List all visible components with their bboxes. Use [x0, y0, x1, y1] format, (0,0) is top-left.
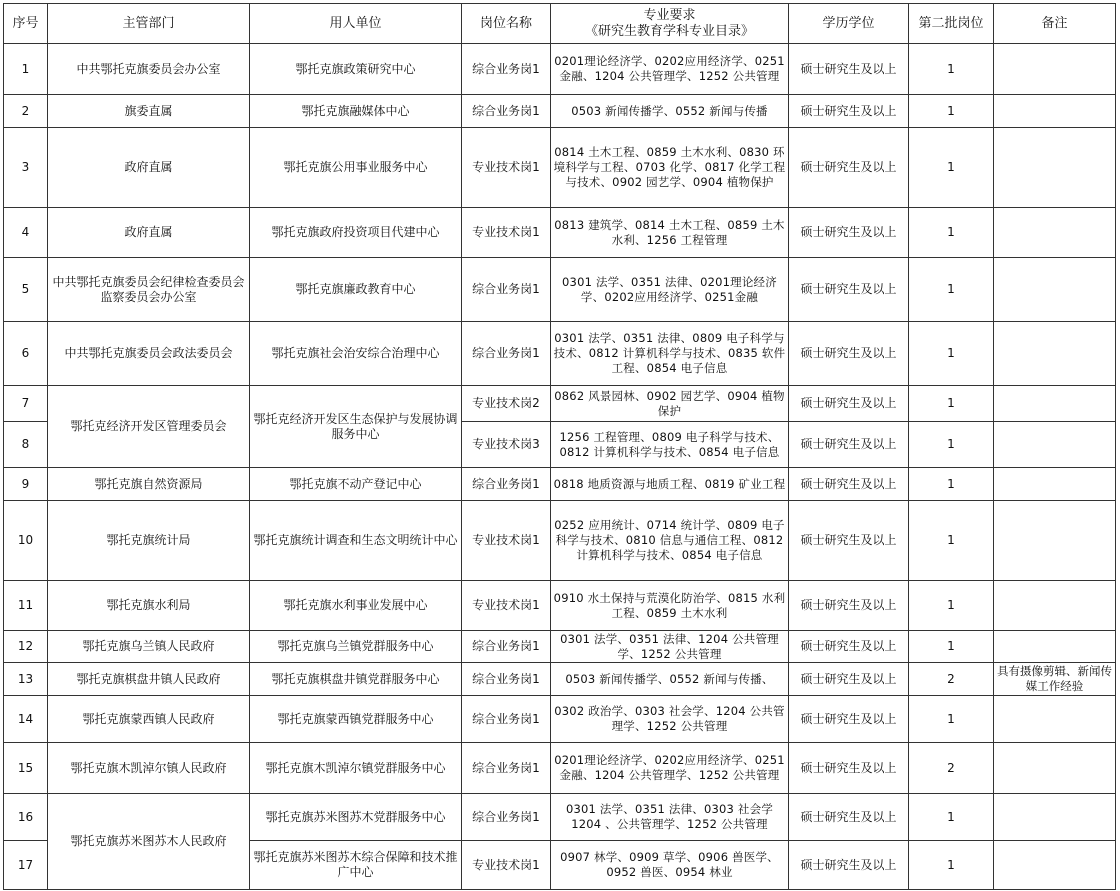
cell-degree: 硕士研究生及以上 — [789, 581, 909, 631]
cell-no: 10 — [4, 501, 48, 581]
cell-second: 1 — [909, 322, 994, 386]
cell-spec: 0862 风景园林、0902 园艺学、0904 植物保护 — [551, 386, 789, 422]
header-dept: 主管部门 — [48, 4, 250, 44]
cell-unit: 鄂托克旗水利事业发展中心 — [250, 581, 462, 631]
cell-post: 综合业务岗1 — [462, 663, 551, 696]
cell-degree: 硕士研究生及以上 — [789, 696, 909, 743]
cell-dept: 鄂托克旗蒙西镇人民政府 — [48, 696, 250, 743]
table-row — [4, 258, 1116, 322]
table-row — [4, 631, 1116, 663]
table-row — [4, 696, 1116, 743]
cell-post: 综合业务岗1 — [462, 743, 551, 794]
cell-degree: 硕士研究生及以上 — [789, 422, 909, 468]
cell-post: 综合业务岗1 — [462, 44, 551, 95]
cell-note — [994, 208, 1116, 258]
cell-second: 1 — [909, 422, 994, 468]
cell-second: 1 — [909, 468, 994, 501]
cell-second: 1 — [909, 696, 994, 743]
cell-second: 1 — [909, 208, 994, 258]
cell-spec: 0503 新闻传播学、0552 新闻与传播 — [551, 95, 789, 128]
cell-post: 综合业务岗1 — [462, 468, 551, 501]
cell-no: 15 — [4, 743, 48, 794]
cell-note — [994, 631, 1116, 663]
cell-unit: 鄂托克旗木凯淖尔镇党群服务中心 — [250, 743, 462, 794]
cell-unit: 鄂托克旗蒙西镇党群服务中心 — [250, 696, 462, 743]
cell-no: 17 — [4, 841, 48, 890]
cell-spec: 0252 应用统计、0714 统计学、0809 电子科学与技术、0810 信息与通信工程、0812 计算机科学与技术、0854 电子信息 — [551, 501, 789, 581]
header-no: 序号 — [4, 4, 48, 44]
cell-unit: 鄂托克经济开发区生态保护与发展协调服务中心 — [250, 386, 462, 468]
header-note: 备注 — [994, 4, 1116, 44]
cell-no: 9 — [4, 468, 48, 501]
cell-post: 专业技术岗1 — [462, 841, 551, 890]
cell-no: 6 — [4, 322, 48, 386]
job-table-container — [3, 3, 1116, 890]
cell-note — [994, 258, 1116, 322]
cell-post: 综合业务岗1 — [462, 95, 551, 128]
cell-unit: 鄂托克旗政策研究中心 — [250, 44, 462, 95]
cell-second: 1 — [909, 631, 994, 663]
cell-spec: 1256 工程管理、0809 电子科学与技术、0812 计算机科学与技术、0854 电子信息 — [551, 422, 789, 468]
cell-note — [994, 696, 1116, 743]
cell-note — [994, 422, 1116, 468]
cell-degree: 硕士研究生及以上 — [789, 95, 909, 128]
cell-unit: 鄂托克旗统计调查和生态文明统计中心 — [250, 501, 462, 581]
cell-post: 专业技术岗1 — [462, 501, 551, 581]
cell-spec: 0302 政治学、0303 社会学、1204 公共管理学、1252 公共管理 — [551, 696, 789, 743]
cell-note — [994, 841, 1116, 890]
cell-dept: 鄂托克旗苏米图苏木人民政府 — [48, 794, 250, 890]
cell-note — [994, 44, 1116, 95]
table-row — [4, 208, 1116, 258]
header-row — [4, 4, 1116, 44]
cell-no: 5 — [4, 258, 48, 322]
table-row — [4, 468, 1116, 501]
cell-post: 综合业务岗1 — [462, 258, 551, 322]
cell-post: 专业技术岗1 — [462, 128, 551, 208]
cell-spec: 0301 法学、0351 法律、0809 电子科学与技术、0812 计算机科学与技术、0835 软件工程、0854 电子信息 — [551, 322, 789, 386]
table-row — [4, 95, 1116, 128]
cell-spec: 0301 法学、0351 法律、1204 公共管理学、1252 公共管理 — [551, 631, 789, 663]
header-unit: 用人单位 — [250, 4, 462, 44]
cell-note — [994, 743, 1116, 794]
cell-dept: 旗委直属 — [48, 95, 250, 128]
cell-post: 专业技术岗1 — [462, 208, 551, 258]
cell-degree: 硕士研究生及以上 — [789, 794, 909, 841]
cell-post: 专业技术岗3 — [462, 422, 551, 468]
cell-note — [994, 468, 1116, 501]
cell-dept: 鄂托克旗棋盘井镇人民政府 — [48, 663, 250, 696]
cell-note — [994, 128, 1116, 208]
header-second: 第二批岗位 — [909, 4, 994, 44]
cell-note — [994, 95, 1116, 128]
cell-spec: 0503 新闻传播学、0552 新闻与传播、 — [551, 663, 789, 696]
cell-dept: 中共鄂托克旗委员会政法委员会 — [48, 322, 250, 386]
cell-second: 1 — [909, 386, 994, 422]
cell-second: 1 — [909, 128, 994, 208]
cell-spec: 0907 林学、0909 草学、0906 兽医学、0952 兽医、0954 林业 — [551, 841, 789, 890]
cell-no: 3 — [4, 128, 48, 208]
cell-unit: 鄂托克旗公用事业服务中心 — [250, 128, 462, 208]
cell-second: 1 — [909, 581, 994, 631]
cell-unit: 鄂托克旗棋盘井镇党群服务中心 — [250, 663, 462, 696]
cell-degree: 硕士研究生及以上 — [789, 208, 909, 258]
cell-spec: 0201理论经济学、0202应用经济学、0251金融、1204 公共管理学、1252 公共管理 — [551, 743, 789, 794]
table-row — [4, 794, 1116, 841]
cell-degree: 硕士研究生及以上 — [789, 44, 909, 95]
cell-spec: 0301 法学、0351 法律、0303 社会学 1204 、公共管理学、1252 公共管理 — [551, 794, 789, 841]
cell-degree: 硕士研究生及以上 — [789, 322, 909, 386]
cell-degree: 硕士研究生及以上 — [789, 468, 909, 501]
cell-post: 综合业务岗1 — [462, 696, 551, 743]
cell-degree: 硕士研究生及以上 — [789, 258, 909, 322]
table-row — [4, 663, 1116, 696]
table-row — [4, 743, 1116, 794]
cell-second: 2 — [909, 663, 994, 696]
cell-second: 1 — [909, 794, 994, 841]
cell-unit: 鄂托克旗政府投资项目代建中心 — [250, 208, 462, 258]
cell-post: 综合业务岗1 — [462, 794, 551, 841]
cell-post: 综合业务岗1 — [462, 322, 551, 386]
cell-dept: 鄂托克旗自然资源局 — [48, 468, 250, 501]
cell-no: 14 — [4, 696, 48, 743]
cell-dept: 鄂托克旗统计局 — [48, 501, 250, 581]
cell-dept: 中共鄂托克旗委员会纪律检查委员会监察委员会办公室 — [48, 258, 250, 322]
header-spec — [551, 4, 789, 44]
cell-unit: 鄂托克旗不动产登记中心 — [250, 468, 462, 501]
header-spec-line1: 专业要求 — [643, 7, 696, 23]
cell-second: 1 — [909, 841, 994, 890]
cell-unit: 鄂托克旗融媒体中心 — [250, 95, 462, 128]
cell-spec: 0813 建筑学、0814 土木工程、0859 土木水利、1256 工程管理 — [551, 208, 789, 258]
cell-second: 1 — [909, 44, 994, 95]
cell-unit: 鄂托克旗乌兰镇党群服务中心 — [250, 631, 462, 663]
cell-degree: 硕士研究生及以上 — [789, 663, 909, 696]
cell-no: 1 — [4, 44, 48, 95]
cell-second: 1 — [909, 95, 994, 128]
cell-dept: 政府直属 — [48, 208, 250, 258]
cell-degree: 硕士研究生及以上 — [789, 501, 909, 581]
cell-note — [994, 501, 1116, 581]
cell-dept: 鄂托克旗木凯淖尔镇人民政府 — [48, 743, 250, 794]
header-spec-line2: 《研究生教育学科专业目录》 — [584, 23, 754, 39]
cell-post: 专业技术岗1 — [462, 581, 551, 631]
cell-note: 具有摄像剪辑、新闻传媒工作经验 — [994, 663, 1116, 696]
cell-spec: 0201理论经济学、0202应用经济学、0251金融、1204 公共管理学、1252 公共管理 — [551, 44, 789, 95]
cell-second: 1 — [909, 501, 994, 581]
cell-spec: 0301 法学、0351 法律、0201理论经济学、0202应用经济学、0251金融 — [551, 258, 789, 322]
table-row — [4, 322, 1116, 386]
cell-spec: 0910 水土保持与荒漠化防治学、0815 水利工程、0859 土木水利 — [551, 581, 789, 631]
cell-no: 4 — [4, 208, 48, 258]
cell-second: 2 — [909, 743, 994, 794]
cell-degree: 硕士研究生及以上 — [789, 128, 909, 208]
cell-degree: 硕士研究生及以上 — [789, 631, 909, 663]
cell-no: 2 — [4, 95, 48, 128]
cell-degree: 硕士研究生及以上 — [789, 743, 909, 794]
job-posting-table — [3, 3, 1116, 890]
header-post: 岗位名称 — [462, 4, 551, 44]
header-degree: 学历学位 — [789, 4, 909, 44]
cell-note — [994, 386, 1116, 422]
cell-no: 16 — [4, 794, 48, 841]
cell-dept: 鄂托克旗水利局 — [48, 581, 250, 631]
cell-note — [994, 581, 1116, 631]
cell-unit: 鄂托克旗苏米图苏木综合保障和技术推广中心 — [250, 841, 462, 890]
cell-post: 综合业务岗1 — [462, 631, 551, 663]
cell-dept: 鄂托克经济开发区管理委员会 — [48, 386, 250, 468]
cell-unit: 鄂托克旗社会治安综合治理中心 — [250, 322, 462, 386]
cell-unit: 鄂托克旗廉政教育中心 — [250, 258, 462, 322]
table-row — [4, 581, 1116, 631]
table-row — [4, 128, 1116, 208]
table-row — [4, 501, 1116, 581]
cell-spec: 0814 土木工程、0859 土木水利、0830 环境科学与工程、0703 化学、0817 化学工程与技术、0902 园艺学、0904 植物保护 — [551, 128, 789, 208]
cell-dept: 政府直属 — [48, 128, 250, 208]
cell-note — [994, 322, 1116, 386]
cell-degree: 硕士研究生及以上 — [789, 841, 909, 890]
cell-no: 7 — [4, 386, 48, 422]
cell-dept: 鄂托克旗乌兰镇人民政府 — [48, 631, 250, 663]
cell-no: 8 — [4, 422, 48, 468]
cell-no: 12 — [4, 631, 48, 663]
table-row — [4, 386, 1116, 422]
cell-degree: 硕士研究生及以上 — [789, 386, 909, 422]
cell-second: 1 — [909, 258, 994, 322]
cell-spec: 0818 地质资源与地质工程、0819 矿业工程 — [551, 468, 789, 501]
cell-note — [994, 794, 1116, 841]
cell-unit: 鄂托克旗苏米图苏木党群服务中心 — [250, 794, 462, 841]
cell-post: 专业技术岗2 — [462, 386, 551, 422]
cell-dept: 中共鄂托克旗委员会办公室 — [48, 44, 250, 95]
cell-no: 13 — [4, 663, 48, 696]
cell-no: 11 — [4, 581, 48, 631]
table-row — [4, 44, 1116, 95]
